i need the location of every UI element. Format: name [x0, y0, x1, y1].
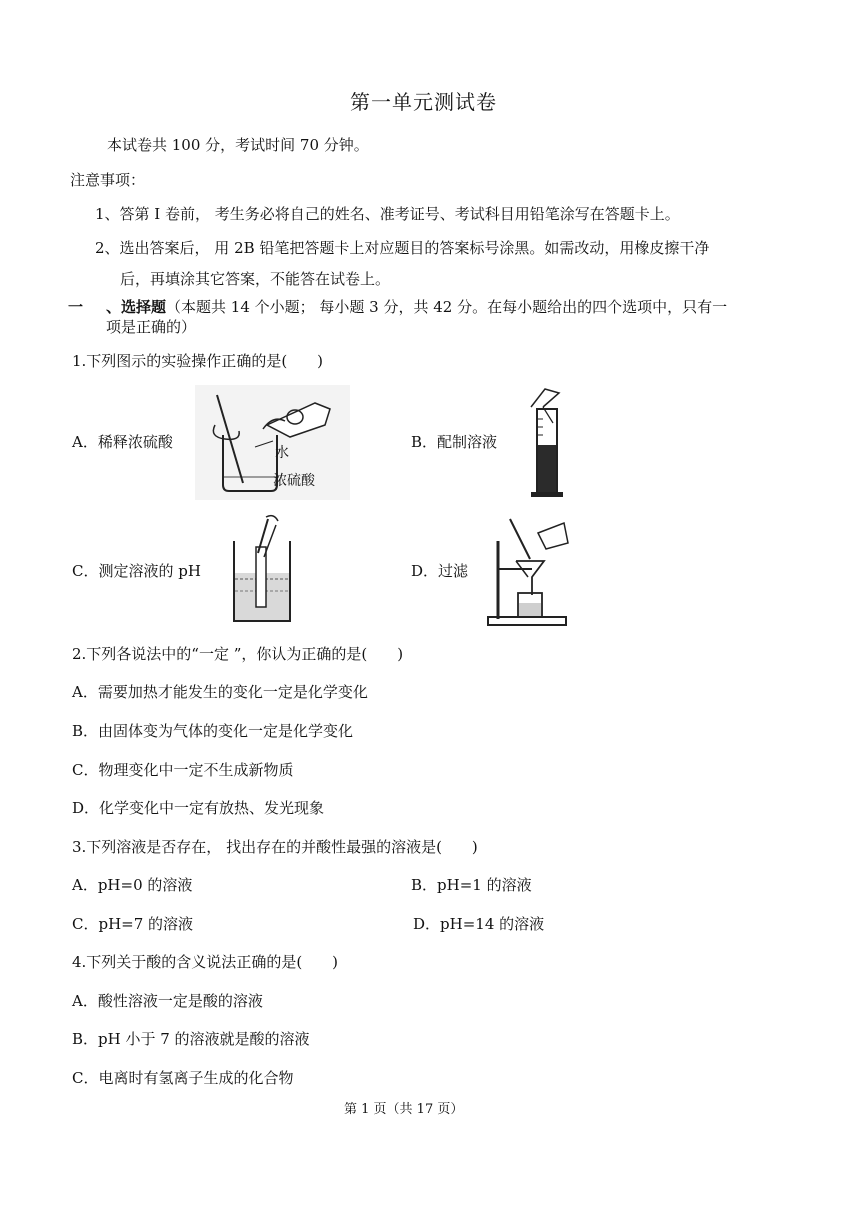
figure-label-acid: 浓硫酸	[273, 473, 315, 489]
q1-option-a: A．稀释浓硫酸	[72, 433, 173, 451]
q1-option-c: C．测定溶液的 pH	[72, 562, 201, 580]
q3-option-b: B．pH=1 的溶液	[411, 876, 532, 894]
notice-heading: 注意事项：	[70, 171, 146, 189]
q4-option-a: A．酸性溶液一定是酸的溶液	[72, 992, 263, 1010]
q3-option-a: A．pH=0 的溶液	[72, 876, 193, 894]
q1-stem: 1.下列图示的实验操作正确的是( )	[72, 352, 324, 370]
notice-item-1: 1、答第 I 卷前， 考生务必将自己的姓名、准考证号、考试科目用铅笔涂写在答题卡上。	[95, 205, 680, 223]
q3-stem: 3.下列溶液是否存在， 找出存在的并酸性最强的溶液是( )	[72, 838, 478, 856]
q2-option-d: D．化学变化中一定有放热、发光现象	[72, 799, 325, 817]
q2-option-c: C．物理变化中一定不生成新物质	[72, 761, 294, 779]
figure-graduated-cylinder	[525, 385, 580, 500]
page-footer: 第 1 页（共 17 页）	[344, 1102, 464, 1117]
section-number: 一	[68, 298, 84, 316]
q4-stem: 4.下列关于酸的含义说法正确的是( )	[72, 953, 339, 971]
intro-text: 本试卷共 100 分，考试时间 70 分钟。	[107, 136, 369, 154]
section-heading	[106, 297, 727, 317]
section-desc: （本题共 14 个小题； 每小题 3 分，共 42 分。在每小题给出的四个选项中，只有一	[166, 298, 728, 316]
figure-dilute-acid	[195, 385, 350, 500]
q1-option-b: B．配制溶液	[411, 433, 498, 451]
q2-option-b: B．由固体变为气体的变化一定是化学变化	[72, 722, 354, 740]
q1-option-d: D．过滤	[411, 562, 469, 580]
figure-ph-test	[228, 513, 298, 628]
section-desc-cont: 项是正确的）	[106, 318, 197, 336]
q3-option-c: C．pH=7 的溶液	[72, 915, 194, 933]
figure-filtration	[480, 513, 580, 628]
page-title: 第一单元测试卷	[350, 90, 497, 114]
notice-item-2-cont: 后，再填涂其它答案，不能答在试卷上。	[120, 270, 391, 288]
q4-option-b: B．pH 小于 7 的溶液就是酸的溶液	[72, 1030, 310, 1048]
q4-option-c: C．电离时有氢离子生成的化合物	[72, 1069, 294, 1087]
notice-item-2: 2、选出答案后， 用 2B 铅笔把答题卡上对应题目的答案标号涂黑。如需改动，用橡皮擦干净	[95, 239, 710, 257]
q2-stem: 2.下列各说法中的“一定 ”，你认为正确的是( )	[72, 645, 404, 663]
section-name: 、选择题	[106, 298, 167, 316]
q2-option-a: A．需要加热才能发生的变化一定是化学变化	[72, 683, 368, 701]
q3-option-d: D．pH=14 的溶液	[413, 915, 545, 933]
figure-label-water: 水	[275, 445, 289, 461]
